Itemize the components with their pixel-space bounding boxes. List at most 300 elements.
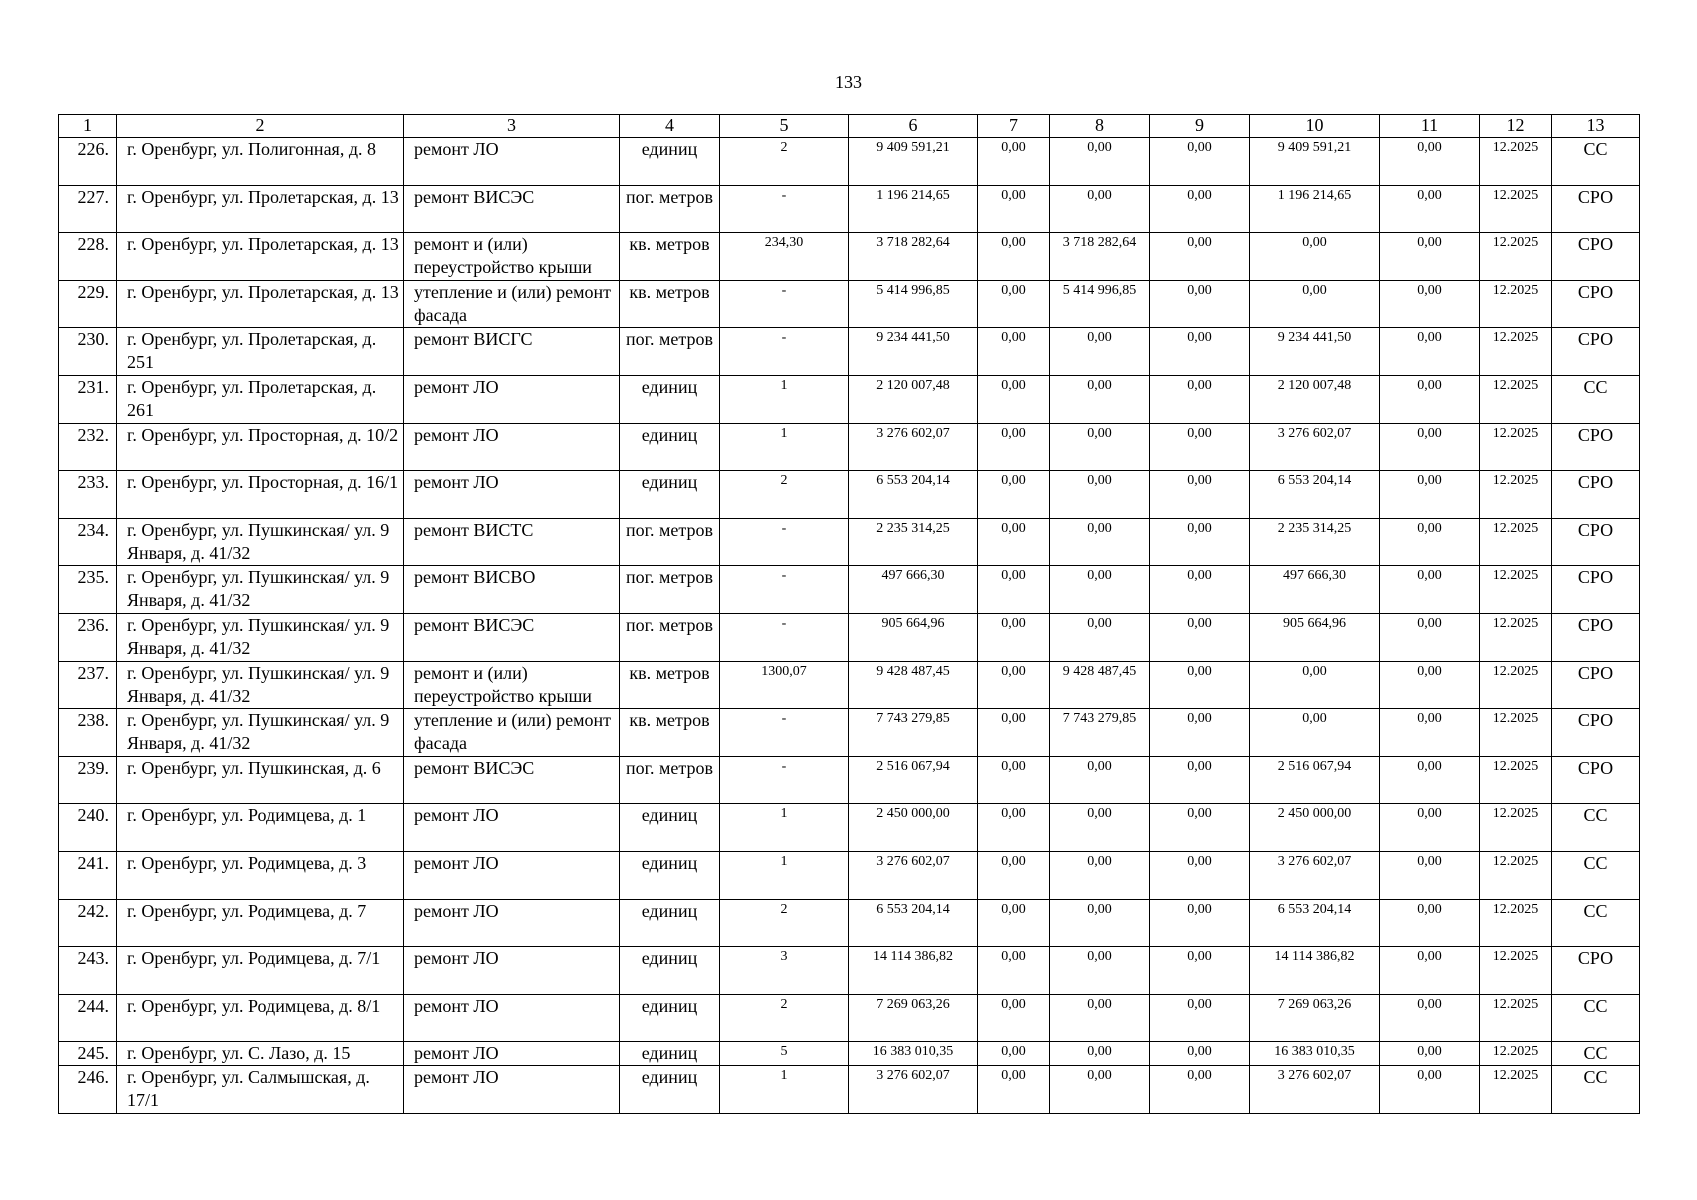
- volume-cell: -: [720, 518, 849, 566]
- table-row: [59, 709, 1640, 757]
- work-type-cell: ремонт ЛО: [404, 471, 620, 519]
- table-row: [59, 518, 1640, 566]
- volume-cell: 2: [720, 138, 849, 186]
- row-number-cell: 227.: [59, 185, 117, 233]
- deadline-cell: 12.2025: [1480, 423, 1552, 471]
- work-type-cell: ремонт ЛО: [404, 851, 620, 899]
- work-type-cell: ремонт ВИСВО: [404, 566, 620, 614]
- total-cost-cell: 7 269 063,26: [849, 994, 978, 1042]
- col7-value-cell: 0,00: [978, 375, 1050, 423]
- col9-value-cell: 0,00: [1150, 518, 1250, 566]
- row-number-cell: 233.: [59, 471, 117, 519]
- unit-cell: единиц: [620, 138, 720, 186]
- unit-cell: пог. метров: [620, 756, 720, 804]
- col8-value-cell: 0,00: [1050, 518, 1150, 566]
- volume-cell: -: [720, 613, 849, 661]
- funding-method-cell: СРО: [1552, 947, 1640, 995]
- unit-cell: единиц: [620, 1066, 720, 1114]
- address-cell: г. Оренбург, ул. С. Лазо, д. 15: [117, 1042, 404, 1066]
- column-header: 8: [1050, 115, 1150, 138]
- funding-method-cell: СРО: [1552, 328, 1640, 376]
- deadline-cell: 12.2025: [1480, 804, 1552, 852]
- row-number-cell: 239.: [59, 756, 117, 804]
- col8-value-cell: 0,00: [1050, 328, 1150, 376]
- col11-value-cell: 0,00: [1380, 851, 1480, 899]
- col10-value-cell: 9 409 591,21: [1250, 138, 1380, 186]
- column-header: 4: [620, 115, 720, 138]
- table-row: [59, 994, 1640, 1042]
- total-cost-cell: 6 553 204,14: [849, 899, 978, 947]
- col9-value-cell: 0,00: [1150, 851, 1250, 899]
- col9-value-cell: 0,00: [1150, 994, 1250, 1042]
- address-cell: г. Оренбург, ул. Пушкинская/ ул. 9 Января, д. 41/32: [117, 613, 404, 661]
- column-header: 9: [1150, 115, 1250, 138]
- column-header: 1: [59, 115, 117, 138]
- address-cell: г. Оренбург, ул. Пушкинская/ ул. 9 Января, д. 41/32: [117, 661, 404, 709]
- work-type-cell: ремонт ЛО: [404, 947, 620, 995]
- work-type-cell: ремонт ВИСЭС: [404, 185, 620, 233]
- col7-value-cell: 0,00: [978, 280, 1050, 328]
- work-type-cell: ремонт и (или) переустройство крыши: [404, 661, 620, 709]
- volume-cell: -: [720, 328, 849, 376]
- col8-value-cell: 5 414 996,85: [1050, 280, 1150, 328]
- work-type-cell: ремонт ВИСЭС: [404, 613, 620, 661]
- col7-value-cell: 0,00: [978, 138, 1050, 186]
- table-row: [59, 661, 1640, 709]
- table-row: [59, 138, 1640, 186]
- col11-value-cell: 0,00: [1380, 661, 1480, 709]
- work-type-cell: ремонт ЛО: [404, 423, 620, 471]
- col8-value-cell: 0,00: [1050, 756, 1150, 804]
- row-number-cell: 245.: [59, 1042, 117, 1066]
- funding-method-cell: СРО: [1552, 471, 1640, 519]
- unit-cell: пог. метров: [620, 328, 720, 376]
- address-cell: г. Оренбург, ул. Пролетарская, д. 13: [117, 280, 404, 328]
- volume-cell: -: [720, 185, 849, 233]
- col9-value-cell: 0,00: [1150, 804, 1250, 852]
- address-cell: г. Оренбург, ул. Пролетарская, д. 261: [117, 375, 404, 423]
- address-cell: г. Оренбург, ул. Пушкинская/ ул. 9 Января, д. 41/32: [117, 709, 404, 757]
- col10-value-cell: 9 234 441,50: [1250, 328, 1380, 376]
- address-cell: г. Оренбург, ул. Пролетарская, д. 13: [117, 185, 404, 233]
- col11-value-cell: 0,00: [1380, 613, 1480, 661]
- funding-method-cell: СС: [1552, 138, 1640, 186]
- work-type-cell: ремонт ВИСГС: [404, 328, 620, 376]
- deadline-cell: 12.2025: [1480, 994, 1552, 1042]
- total-cost-cell: 7 743 279,85: [849, 709, 978, 757]
- col11-value-cell: 0,00: [1380, 994, 1480, 1042]
- col11-value-cell: 0,00: [1380, 375, 1480, 423]
- funding-method-cell: СРО: [1552, 613, 1640, 661]
- row-number-cell: 234.: [59, 518, 117, 566]
- col10-value-cell: 14 114 386,82: [1250, 947, 1380, 995]
- col7-value-cell: 0,00: [978, 899, 1050, 947]
- col10-value-cell: 0,00: [1250, 661, 1380, 709]
- col7-value-cell: 0,00: [978, 1066, 1050, 1114]
- address-cell: г. Оренбург, ул. Пролетарская, д. 13: [117, 233, 404, 281]
- col9-value-cell: 0,00: [1150, 1042, 1250, 1066]
- col9-value-cell: 0,00: [1150, 280, 1250, 328]
- volume-cell: 1: [720, 375, 849, 423]
- col11-value-cell: 0,00: [1380, 185, 1480, 233]
- col7-value-cell: 0,00: [978, 566, 1050, 614]
- col9-value-cell: 0,00: [1150, 613, 1250, 661]
- volume-cell: -: [720, 756, 849, 804]
- total-cost-cell: 9 428 487,45: [849, 661, 978, 709]
- total-cost-cell: 3 276 602,07: [849, 1066, 978, 1114]
- col7-value-cell: 0,00: [978, 851, 1050, 899]
- col8-value-cell: 3 718 282,64: [1050, 233, 1150, 281]
- address-cell: г. Оренбург, ул. Пушкинская, д. 6: [117, 756, 404, 804]
- unit-cell: единиц: [620, 423, 720, 471]
- total-cost-cell: 497 666,30: [849, 566, 978, 614]
- col9-value-cell: 0,00: [1150, 138, 1250, 186]
- total-cost-cell: 14 114 386,82: [849, 947, 978, 995]
- deadline-cell: 12.2025: [1480, 756, 1552, 804]
- column-header: 10: [1250, 115, 1380, 138]
- col10-value-cell: 6 553 204,14: [1250, 899, 1380, 947]
- col10-value-cell: 3 276 602,07: [1250, 851, 1380, 899]
- unit-cell: единиц: [620, 851, 720, 899]
- row-number-cell: 230.: [59, 328, 117, 376]
- col8-value-cell: 0,00: [1050, 471, 1150, 519]
- funding-method-cell: СРО: [1552, 423, 1640, 471]
- col8-value-cell: 0,00: [1050, 947, 1150, 995]
- deadline-cell: 12.2025: [1480, 375, 1552, 423]
- column-header: 2: [117, 115, 404, 138]
- unit-cell: кв. метров: [620, 709, 720, 757]
- col7-value-cell: 0,00: [978, 518, 1050, 566]
- funding-method-cell: СРО: [1552, 233, 1640, 281]
- address-cell: г. Оренбург, ул. Пушкинская/ ул. 9 Января, д. 41/32: [117, 566, 404, 614]
- row-number-cell: 246.: [59, 1066, 117, 1114]
- column-header: 5: [720, 115, 849, 138]
- volume-cell: 3: [720, 947, 849, 995]
- unit-cell: единиц: [620, 899, 720, 947]
- col8-value-cell: 0,00: [1050, 375, 1150, 423]
- funding-method-cell: СС: [1552, 899, 1640, 947]
- row-number-cell: 228.: [59, 233, 117, 281]
- work-type-cell: ремонт ВИСТС: [404, 518, 620, 566]
- deadline-cell: 12.2025: [1480, 138, 1552, 186]
- volume-cell: 2: [720, 471, 849, 519]
- col11-value-cell: 0,00: [1380, 518, 1480, 566]
- col7-value-cell: 0,00: [978, 661, 1050, 709]
- unit-cell: пог. метров: [620, 518, 720, 566]
- col9-value-cell: 0,00: [1150, 566, 1250, 614]
- col10-value-cell: 16 383 010,35: [1250, 1042, 1380, 1066]
- column-header: 3: [404, 115, 620, 138]
- deadline-cell: 12.2025: [1480, 947, 1552, 995]
- col8-value-cell: 0,00: [1050, 804, 1150, 852]
- col8-value-cell: 0,00: [1050, 994, 1150, 1042]
- row-number-cell: 229.: [59, 280, 117, 328]
- address-cell: г. Оренбург, ул. Родимцева, д. 7: [117, 899, 404, 947]
- col9-value-cell: 0,00: [1150, 185, 1250, 233]
- unit-cell: кв. метров: [620, 280, 720, 328]
- volume-cell: -: [720, 709, 849, 757]
- total-cost-cell: 3 276 602,07: [849, 423, 978, 471]
- col8-value-cell: 7 743 279,85: [1050, 709, 1150, 757]
- col8-value-cell: 0,00: [1050, 851, 1150, 899]
- funding-method-cell: СРО: [1552, 185, 1640, 233]
- table-row: [59, 233, 1640, 281]
- col7-value-cell: 0,00: [978, 804, 1050, 852]
- col9-value-cell: 0,00: [1150, 375, 1250, 423]
- funding-method-cell: СРО: [1552, 661, 1640, 709]
- col9-value-cell: 0,00: [1150, 471, 1250, 519]
- volume-cell: 1: [720, 804, 849, 852]
- col9-value-cell: 0,00: [1150, 328, 1250, 376]
- col11-value-cell: 0,00: [1380, 423, 1480, 471]
- unit-cell: пог. метров: [620, 613, 720, 661]
- address-cell: г. Оренбург, ул. Родимцева, д. 7/1: [117, 947, 404, 995]
- deadline-cell: 12.2025: [1480, 518, 1552, 566]
- col7-value-cell: 0,00: [978, 756, 1050, 804]
- col8-value-cell: 0,00: [1050, 899, 1150, 947]
- funding-method-cell: СС: [1552, 1042, 1640, 1066]
- volume-cell: -: [720, 280, 849, 328]
- col8-value-cell: 9 428 487,45: [1050, 661, 1150, 709]
- col11-value-cell: 0,00: [1380, 138, 1480, 186]
- funding-method-cell: СРО: [1552, 566, 1640, 614]
- row-number-cell: 241.: [59, 851, 117, 899]
- funding-method-cell: СРО: [1552, 518, 1640, 566]
- col9-value-cell: 0,00: [1150, 709, 1250, 757]
- col10-value-cell: 497 666,30: [1250, 566, 1380, 614]
- col7-value-cell: 0,00: [978, 233, 1050, 281]
- funding-method-cell: СРО: [1552, 709, 1640, 757]
- col9-value-cell: 0,00: [1150, 661, 1250, 709]
- table-row: [59, 566, 1640, 614]
- col7-value-cell: 0,00: [978, 709, 1050, 757]
- address-cell: г. Оренбург, ул. Пролетарская, д. 251: [117, 328, 404, 376]
- col8-value-cell: 0,00: [1050, 185, 1150, 233]
- work-type-cell: ремонт ЛО: [404, 804, 620, 852]
- page-number: 133: [835, 72, 862, 92]
- total-cost-cell: 6 553 204,14: [849, 471, 978, 519]
- unit-cell: единиц: [620, 804, 720, 852]
- column-header: 13: [1552, 115, 1640, 138]
- row-number-cell: 242.: [59, 899, 117, 947]
- volume-cell: 1: [720, 851, 849, 899]
- row-number-cell: 231.: [59, 375, 117, 423]
- table-row: [59, 423, 1640, 471]
- col10-value-cell: 0,00: [1250, 280, 1380, 328]
- col9-value-cell: 0,00: [1150, 899, 1250, 947]
- volume-cell: 1: [720, 1066, 849, 1114]
- column-header: 11: [1380, 115, 1480, 138]
- table-row: [59, 851, 1640, 899]
- table-row: [59, 1042, 1640, 1066]
- col10-value-cell: 1 196 214,65: [1250, 185, 1380, 233]
- funding-method-cell: СС: [1552, 994, 1640, 1042]
- address-cell: г. Оренбург, ул. Пушкинская/ ул. 9 Января, д. 41/32: [117, 518, 404, 566]
- deadline-cell: 12.2025: [1480, 1042, 1552, 1066]
- unit-cell: единиц: [620, 471, 720, 519]
- address-cell: г. Оренбург, ул. Родимцева, д. 3: [117, 851, 404, 899]
- total-cost-cell: 1 196 214,65: [849, 185, 978, 233]
- col8-value-cell: 0,00: [1050, 138, 1150, 186]
- column-header: 7: [978, 115, 1050, 138]
- unit-cell: единиц: [620, 1042, 720, 1066]
- row-number-cell: 235.: [59, 566, 117, 614]
- table-row: [59, 375, 1640, 423]
- capital-repair-table: [58, 114, 1640, 1114]
- row-number-cell: 243.: [59, 947, 117, 995]
- col7-value-cell: 0,00: [978, 613, 1050, 661]
- table-row: [59, 1066, 1640, 1114]
- col10-value-cell: 2 120 007,48: [1250, 375, 1380, 423]
- col8-value-cell: 0,00: [1050, 1042, 1150, 1066]
- table-row: [59, 947, 1640, 995]
- col7-value-cell: 0,00: [978, 1042, 1050, 1066]
- funding-method-cell: СС: [1552, 851, 1640, 899]
- address-cell: г. Оренбург, ул. Родимцева, д. 8/1: [117, 994, 404, 1042]
- total-cost-cell: 2 120 007,48: [849, 375, 978, 423]
- col8-value-cell: 0,00: [1050, 566, 1150, 614]
- col10-value-cell: 3 276 602,07: [1250, 423, 1380, 471]
- volume-cell: 2: [720, 994, 849, 1042]
- total-cost-cell: 5 414 996,85: [849, 280, 978, 328]
- col11-value-cell: 0,00: [1380, 756, 1480, 804]
- col9-value-cell: 0,00: [1150, 756, 1250, 804]
- col11-value-cell: 0,00: [1380, 328, 1480, 376]
- col9-value-cell: 0,00: [1150, 233, 1250, 281]
- deadline-cell: 12.2025: [1480, 185, 1552, 233]
- work-type-cell: утепление и (или) ремонт фасада: [404, 709, 620, 757]
- unit-cell: кв. метров: [620, 661, 720, 709]
- col11-value-cell: 0,00: [1380, 1066, 1480, 1114]
- unit-cell: пог. метров: [620, 185, 720, 233]
- funding-method-cell: СС: [1552, 1066, 1640, 1114]
- volume-cell: 234,30: [720, 233, 849, 281]
- work-type-cell: ремонт ЛО: [404, 138, 620, 186]
- col8-value-cell: 0,00: [1050, 423, 1150, 471]
- funding-method-cell: СРО: [1552, 756, 1640, 804]
- deadline-cell: 12.2025: [1480, 899, 1552, 947]
- total-cost-cell: 905 664,96: [849, 613, 978, 661]
- row-number-cell: 236.: [59, 613, 117, 661]
- table-row: [59, 280, 1640, 328]
- unit-cell: кв. метров: [620, 233, 720, 281]
- col7-value-cell: 0,00: [978, 328, 1050, 376]
- address-cell: г. Оренбург, ул. Просторная, д. 10/2: [117, 423, 404, 471]
- funding-method-cell: СРО: [1552, 280, 1640, 328]
- col7-value-cell: 0,00: [978, 185, 1050, 233]
- unit-cell: единиц: [620, 947, 720, 995]
- row-number-cell: 244.: [59, 994, 117, 1042]
- deadline-cell: 12.2025: [1480, 661, 1552, 709]
- col9-value-cell: 0,00: [1150, 947, 1250, 995]
- unit-cell: пог. метров: [620, 566, 720, 614]
- row-number-cell: 232.: [59, 423, 117, 471]
- deadline-cell: 12.2025: [1480, 280, 1552, 328]
- deadline-cell: 12.2025: [1480, 709, 1552, 757]
- deadline-cell: 12.2025: [1480, 613, 1552, 661]
- col10-value-cell: 905 664,96: [1250, 613, 1380, 661]
- table-row: [59, 471, 1640, 519]
- funding-method-cell: СС: [1552, 375, 1640, 423]
- work-type-cell: ремонт и (или) переустройство крыши: [404, 233, 620, 281]
- work-type-cell: ремонт ЛО: [404, 1066, 620, 1114]
- volume-cell: 1: [720, 423, 849, 471]
- col10-value-cell: 2 235 314,25: [1250, 518, 1380, 566]
- table-row: [59, 328, 1640, 376]
- volume-cell: -: [720, 566, 849, 614]
- total-cost-cell: 2 450 000,00: [849, 804, 978, 852]
- col7-value-cell: 0,00: [978, 423, 1050, 471]
- work-type-cell: утепление и (или) ремонт фасада: [404, 280, 620, 328]
- col8-value-cell: 0,00: [1050, 613, 1150, 661]
- row-number-cell: 240.: [59, 804, 117, 852]
- col8-value-cell: 0,00: [1050, 1066, 1150, 1114]
- col10-value-cell: 2 516 067,94: [1250, 756, 1380, 804]
- deadline-cell: 12.2025: [1480, 233, 1552, 281]
- col7-value-cell: 0,00: [978, 947, 1050, 995]
- row-number-cell: 237.: [59, 661, 117, 709]
- deadline-cell: 12.2025: [1480, 328, 1552, 376]
- work-type-cell: ремонт ЛО: [404, 899, 620, 947]
- col10-value-cell: 7 269 063,26: [1250, 994, 1380, 1042]
- total-cost-cell: 16 383 010,35: [849, 1042, 978, 1066]
- address-cell: г. Оренбург, ул. Полигонная, д. 8: [117, 138, 404, 186]
- total-cost-cell: 9 409 591,21: [849, 138, 978, 186]
- table-row: [59, 756, 1640, 804]
- col9-value-cell: 0,00: [1150, 423, 1250, 471]
- table-row: [59, 185, 1640, 233]
- total-cost-cell: 3 718 282,64: [849, 233, 978, 281]
- address-cell: г. Оренбург, ул. Салмышская, д. 17/1: [117, 1066, 404, 1114]
- volume-cell: 5: [720, 1042, 849, 1066]
- deadline-cell: 12.2025: [1480, 1066, 1552, 1114]
- deadline-cell: 12.2025: [1480, 851, 1552, 899]
- work-type-cell: ремонт ЛО: [404, 375, 620, 423]
- row-number-cell: 226.: [59, 138, 117, 186]
- column-number-row: [59, 115, 1640, 138]
- address-cell: г. Оренбург, ул. Просторная, д. 16/1: [117, 471, 404, 519]
- col11-value-cell: 0,00: [1380, 471, 1480, 519]
- unit-cell: единиц: [620, 994, 720, 1042]
- table-row: [59, 804, 1640, 852]
- col11-value-cell: 0,00: [1380, 804, 1480, 852]
- col11-value-cell: 0,00: [1380, 566, 1480, 614]
- col11-value-cell: 0,00: [1380, 899, 1480, 947]
- col10-value-cell: 6 553 204,14: [1250, 471, 1380, 519]
- funding-method-cell: СС: [1552, 804, 1640, 852]
- col10-value-cell: 2 450 000,00: [1250, 804, 1380, 852]
- col9-value-cell: 0,00: [1150, 1066, 1250, 1114]
- total-cost-cell: 3 276 602,07: [849, 851, 978, 899]
- col10-value-cell: 0,00: [1250, 709, 1380, 757]
- col11-value-cell: 0,00: [1380, 709, 1480, 757]
- table-row: [59, 899, 1640, 947]
- col10-value-cell: 0,00: [1250, 233, 1380, 281]
- table-row: [59, 613, 1640, 661]
- deadline-cell: 12.2025: [1480, 566, 1552, 614]
- volume-cell: 2: [720, 899, 849, 947]
- address-cell: г. Оренбург, ул. Родимцева, д. 1: [117, 804, 404, 852]
- deadline-cell: 12.2025: [1480, 471, 1552, 519]
- col11-value-cell: 0,00: [1380, 280, 1480, 328]
- column-header: 12: [1480, 115, 1552, 138]
- col11-value-cell: 0,00: [1380, 947, 1480, 995]
- col11-value-cell: 0,00: [1380, 1042, 1480, 1066]
- unit-cell: единиц: [620, 375, 720, 423]
- total-cost-cell: 9 234 441,50: [849, 328, 978, 376]
- row-number-cell: 238.: [59, 709, 117, 757]
- col7-value-cell: 0,00: [978, 471, 1050, 519]
